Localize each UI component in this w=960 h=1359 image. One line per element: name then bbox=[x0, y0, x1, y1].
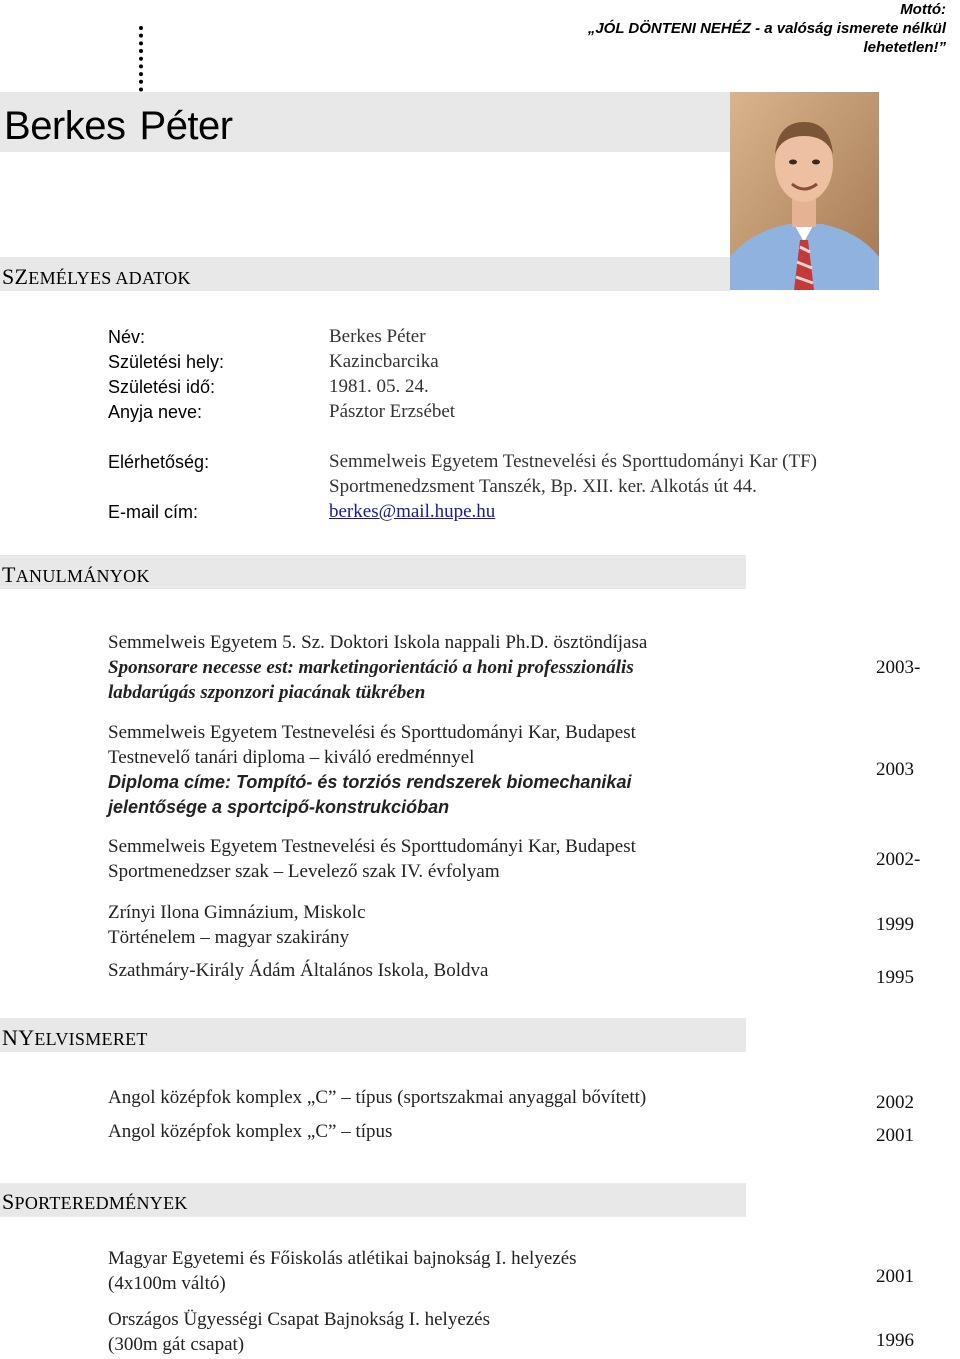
birthdate-value: 1981. 05. 24. bbox=[329, 376, 429, 397]
sport-year-2: 1996 bbox=[876, 1330, 914, 1351]
study-item-elementary: Szathmáry-Király Ádám Általános Iskola, Boldva bbox=[108, 960, 489, 981]
contact-line2: Sportmenedzsment Tanszék, Bp. XII. ker. Alkotás út 44. bbox=[329, 476, 757, 497]
profile-photo bbox=[730, 92, 879, 290]
motto-text-line1: „JÓL DÖNTENI NEHÉZ - a valóság ismerete nélkül bbox=[587, 20, 946, 37]
study-item-gymnasium: Zrínyi Ilona Gimnázium, Miskolc Történelem – magyar szakirány bbox=[108, 902, 366, 948]
language-year-1: 2002 bbox=[876, 1092, 914, 1113]
sport-item-1: Magyar Egyetemi és Főiskolás atlétikai bajnokság I. helyezés (4x100m váltó) bbox=[108, 1248, 577, 1294]
last-name-initial: P bbox=[139, 104, 166, 148]
last-name-rest: éter bbox=[165, 104, 233, 148]
name-label: Név: bbox=[108, 327, 146, 347]
contact-label: Elérhetőség: bbox=[108, 452, 210, 472]
study-year-phd: 2003- bbox=[876, 657, 921, 678]
study-item-phd: Semmelweis Egyetem 5. Sz. Doktori Iskola nappali Ph.D. ösztöndíjasa Sponsorare necesse est: marketingorientáció a honi professzionális labdarúgás szponzori piacának tükrében bbox=[108, 632, 648, 703]
study-year-sport-manager: 2002- bbox=[876, 849, 921, 870]
study-item-teacher-diploma: Semmelweis Egyetem Testnevelési és Sporttudományi Kar, Budapest Testnevelő tanári diploma – kiváló eredménnyel Diploma címe: Tompító- és torziós rendszerek biomechanikai jelentősége a sportcipő-konstrukcióban bbox=[108, 722, 636, 817]
email-label: E-mail cím: bbox=[108, 502, 198, 522]
birthplace-label: Születési hely: bbox=[108, 352, 225, 372]
contact-line1: Semmelweis Egyetem Testnevelési és Sporttudományi Kar (TF) bbox=[329, 451, 817, 472]
language-year-2: 2001 bbox=[876, 1125, 914, 1146]
section-title-studies: TANULMÁNYOK bbox=[2, 562, 150, 587]
section-title-languages: NYELVISMERET bbox=[2, 1025, 148, 1050]
motto-label: Mottó: bbox=[900, 1, 946, 18]
motto-text-line2: lehetetlen!” bbox=[863, 39, 946, 56]
section-title-personal: SZEMÉLYES ADATOK bbox=[2, 264, 191, 289]
study-year-gymnasium: 1999 bbox=[876, 914, 914, 935]
page-title bbox=[4, 100, 233, 152]
language-item-1: Angol középfok komplex „C” – típus (sportszakmai anyaggal bővített) bbox=[108, 1087, 647, 1108]
birthdate-label: Születési idő: bbox=[108, 377, 216, 397]
first-name-initial: B bbox=[4, 104, 31, 148]
sport-item-2: Országos Ügyességi Csapat Bajnokság I. helyezés (300m gát csapat) bbox=[108, 1309, 491, 1355]
mother-label: Anyja neve: bbox=[108, 402, 203, 422]
birthplace-value: Kazincbarcika bbox=[329, 351, 439, 372]
study-item-sport-manager: Semmelweis Egyetem Testnevelési és Sporttudományi Kar, Budapest Sportmenedzser szak – Levelező szak IV. évfolyam bbox=[108, 836, 636, 882]
name-value: Berkes Péter bbox=[329, 326, 426, 347]
mother-value: Pásztor Erzsébet bbox=[329, 401, 456, 422]
language-item-2: Angol középfok komplex „C” – típus bbox=[108, 1121, 393, 1142]
study-year-teacher-diploma: 2003 bbox=[876, 759, 914, 780]
study-year-elementary: 1995 bbox=[876, 967, 914, 988]
email-link[interactable]: berkes@mail.hupe.hu bbox=[329, 501, 496, 522]
sport-year-1: 2001 bbox=[876, 1266, 914, 1287]
section-title-sports: SPORTEREDMÉNYEK bbox=[2, 1189, 188, 1214]
first-name-rest: erkes bbox=[30, 104, 126, 148]
portrait-image bbox=[730, 92, 879, 290]
motto bbox=[506, 0, 946, 57]
